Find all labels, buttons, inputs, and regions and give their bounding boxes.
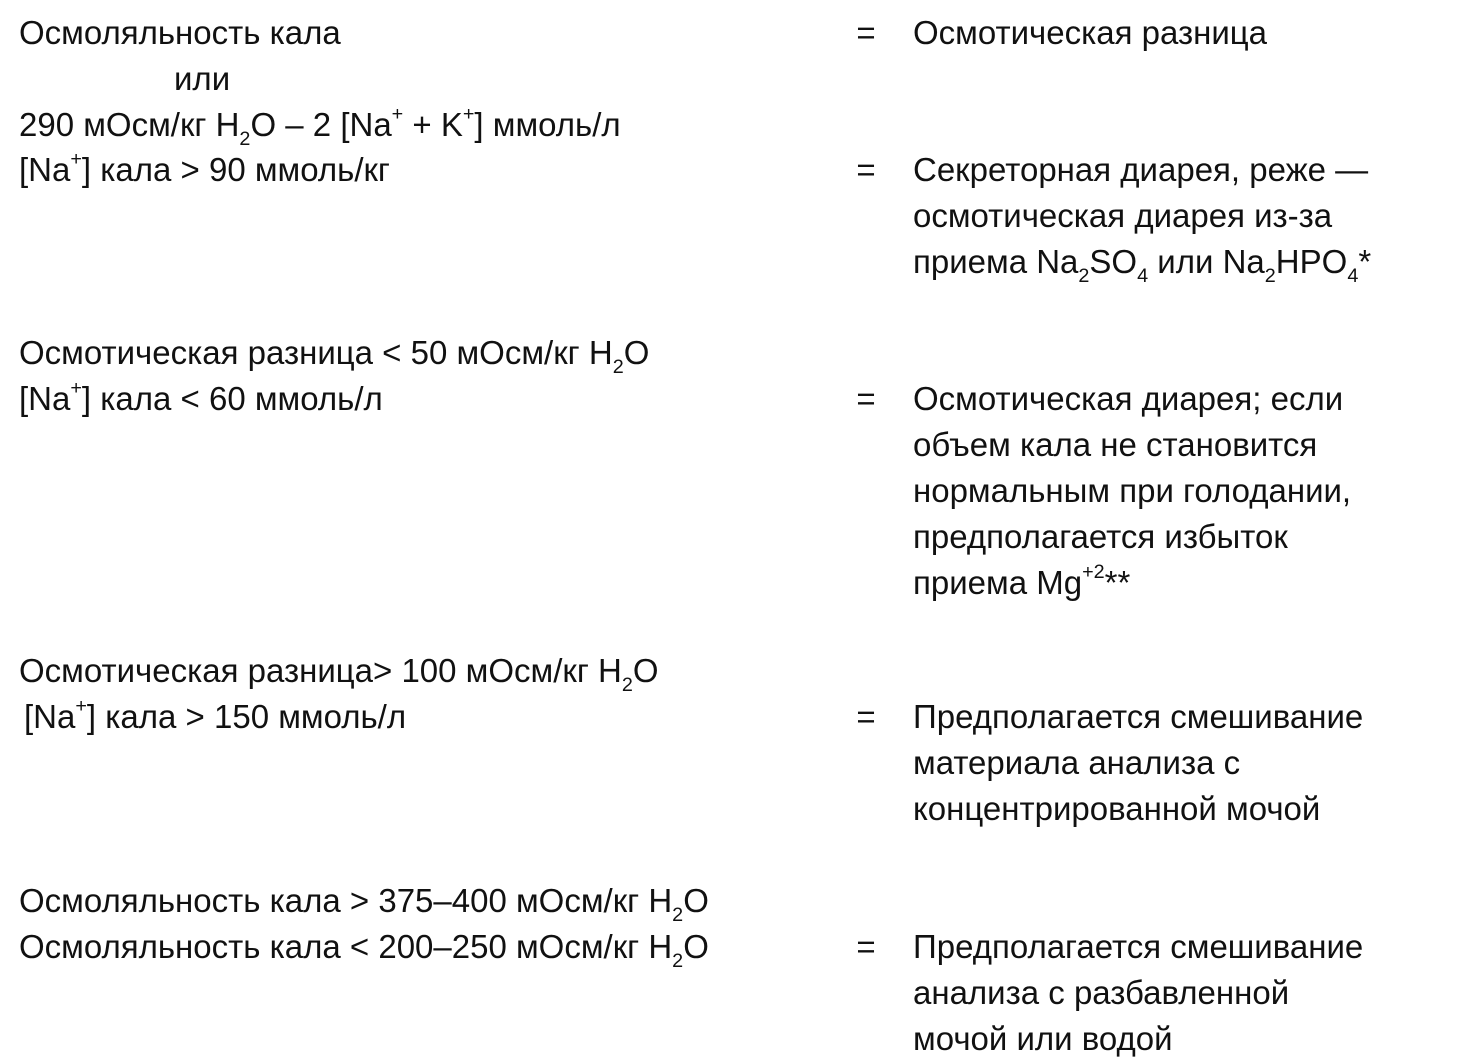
row3-mg-asterisks: ** xyxy=(1104,564,1131,601)
row5-water-o-a: О xyxy=(683,882,709,919)
formula-plus-k: + K xyxy=(403,106,463,143)
row5-result-line3: мочой или водой xyxy=(913,1020,1173,1057)
row4-condition-line1 xyxy=(19,648,659,697)
sodium-superscript-plus: + xyxy=(70,148,82,171)
row4-result-line2: материала анализа с xyxy=(913,744,1241,781)
osmotic-gap-less-50: Осмотическая разница < 50 мОсм/кг Н xyxy=(19,334,613,371)
row3-result-line4: предполагается избыток xyxy=(913,518,1288,555)
row4-condition-line2 xyxy=(24,694,406,740)
formula-superscript-plus-na: + xyxy=(391,103,404,126)
row3-result-line1: Осмотическая диарея; если xyxy=(913,380,1344,417)
result3-subscript-4: 4 xyxy=(1347,265,1359,288)
row5-subscript-2-b: 2 xyxy=(672,950,684,973)
row4-sodium-superscript: + xyxy=(75,695,87,718)
row3-sodium-superscript: + xyxy=(70,377,82,400)
row3-water-o: О xyxy=(623,334,650,371)
row3-subscript-2: 2 xyxy=(612,356,624,379)
row5-equals-sign: = xyxy=(856,928,876,965)
result3-prefix: приема Na xyxy=(913,243,1079,280)
formula-suffix: ] ммоль/л xyxy=(474,106,621,143)
row4-subscript-2: 2 xyxy=(621,674,633,697)
result3-so: SO xyxy=(1089,243,1138,280)
row2-condition-line1 xyxy=(19,147,390,193)
formula-subscript-2: 2 xyxy=(239,128,251,151)
row3-result-line5 xyxy=(913,560,1130,606)
sodium-condition-suffix: ] кала > 90 ммоль/кг xyxy=(81,151,390,188)
result3-or-na: или Na xyxy=(1148,243,1265,280)
row5-result-line2: анализа с разбавленной xyxy=(913,974,1290,1011)
row5-result-line1: Предполагается смешивание xyxy=(913,928,1364,965)
formula-superscript-plus-k: + xyxy=(462,103,475,126)
row4-equals-sign: = xyxy=(856,698,876,735)
row5-water-o-b: О xyxy=(683,928,709,965)
or-word: или xyxy=(174,60,231,97)
row3-result-line3: нормальным при голодании, xyxy=(913,472,1352,509)
row3-condition-line1 xyxy=(19,330,650,379)
result3-subscript-3: 2 xyxy=(1264,265,1276,288)
row4-sodium-suffix: ] кала > 150 ммоль/л xyxy=(86,698,407,735)
row1-equals-sign: = xyxy=(856,14,876,51)
row3-condition-line2 xyxy=(19,376,383,422)
row2-equals-sign: = xyxy=(856,151,876,188)
result3-subscript-1: 2 xyxy=(1078,265,1090,288)
row4-sodium-prefix: [Na xyxy=(24,698,76,735)
row4-result-line3: концентрированной мочой xyxy=(913,790,1321,827)
stool-osmolality-high: Осмоляльность кала > 375–400 мОсм/кг Н xyxy=(19,882,673,919)
osmotic-gap-more-100: Осмотическая разница> 100 мОсм/кг Н xyxy=(19,652,622,689)
formula-prefix: 290 мОсм/кг Н xyxy=(19,106,240,143)
row3-mg-superscript: +2 xyxy=(1082,561,1105,584)
result3-asterisk: * xyxy=(1358,243,1372,280)
row1-result-line1: Осмотическая разница xyxy=(913,14,1268,51)
row2-result-line2: осмотическая диарея из-за xyxy=(913,197,1333,234)
row5-subscript-2-a: 2 xyxy=(672,904,684,927)
row4-water-o: О xyxy=(632,652,659,689)
row3-result-line2: объем кала не становится xyxy=(913,426,1318,463)
row4-result-line1: Предполагается смешивание xyxy=(913,698,1364,735)
row3-equals-sign: = xyxy=(856,380,876,417)
sodium-prefix: [Na xyxy=(19,151,71,188)
row3-sodium-prefix: [Na xyxy=(19,380,71,417)
row2-result-line3 xyxy=(913,239,1372,288)
row1-formula-line xyxy=(19,102,621,151)
row3-mg-prefix: приема Mg xyxy=(913,564,1083,601)
row1-condition-line1 xyxy=(19,10,341,56)
row5-condition-line1 xyxy=(19,878,709,927)
stool-osmolality-label: Осмоляльность кала xyxy=(19,14,341,51)
row2-result-line1: Секреторная диарея, реже — xyxy=(913,151,1369,188)
row5-condition-line2 xyxy=(19,924,709,973)
result3-hpo: HPO xyxy=(1275,243,1348,280)
formula-mid: О – 2 [Na xyxy=(250,106,392,143)
stool-osmolality-low: Осмоляльность кала < 200–250 мОсм/кг Н xyxy=(19,928,673,965)
result3-subscript-2: 4 xyxy=(1137,265,1149,288)
row3-sodium-suffix: ] кала < 60 ммоль/л xyxy=(81,380,383,417)
row1-or-line xyxy=(174,56,230,102)
